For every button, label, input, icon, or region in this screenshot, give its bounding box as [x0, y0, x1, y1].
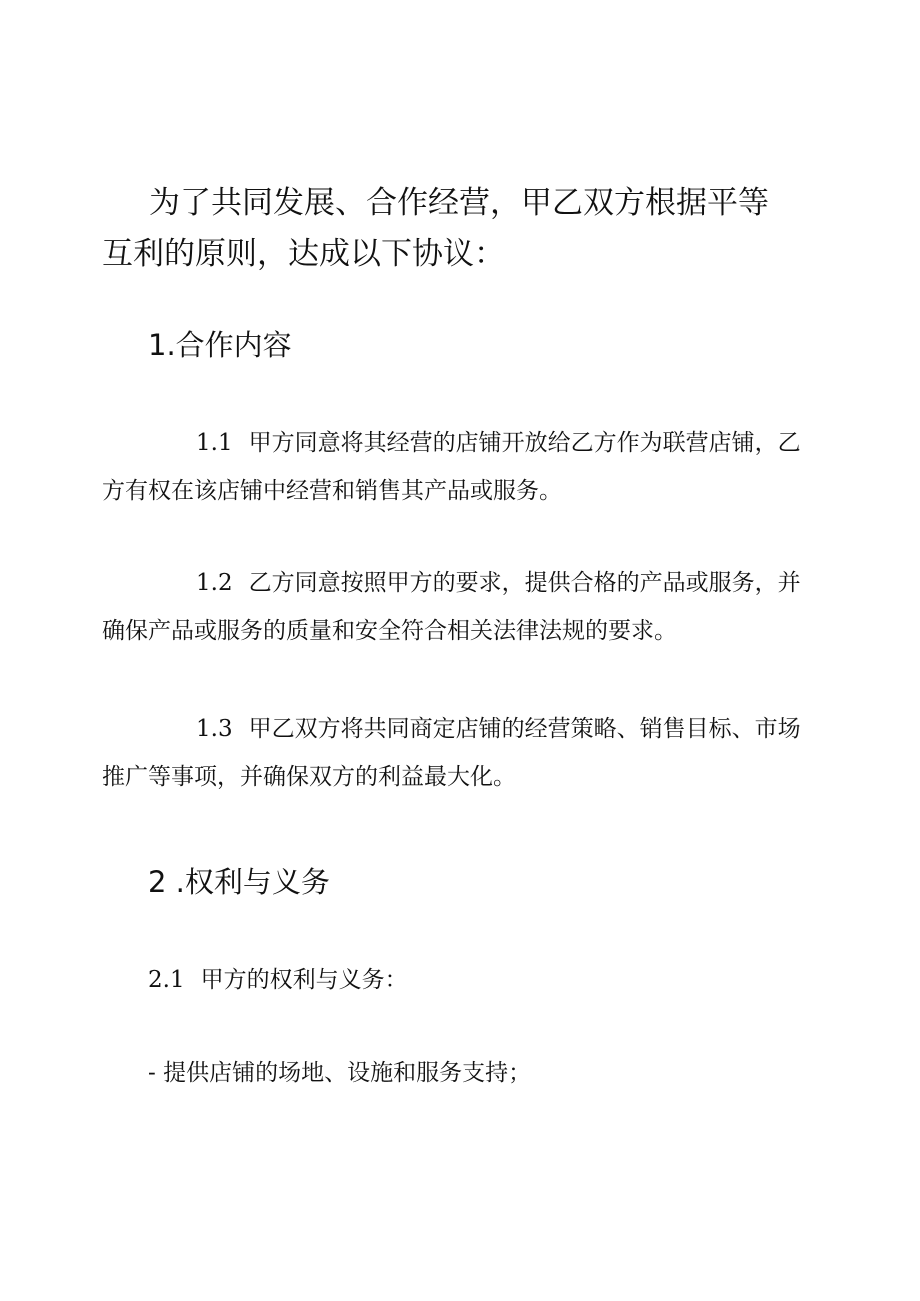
- clause-number: 1.1: [196, 430, 233, 456]
- clause-1-2: [102, 559, 802, 655]
- clause-text: 甲方同意将其经营的店铺开放给乙方作为联营店铺，乙方有权在该店铺中经营和销售其产品或服务。: [102, 430, 801, 504]
- section-heading-cooperation-content: 1.合作内容: [148, 328, 292, 362]
- bullet-item: - 提供店铺的场地、设施和服务支持；: [148, 1060, 532, 1086]
- clause-2-1: [148, 960, 408, 1000]
- intro-paragraph: 为了共同发展、合作经营，甲乙双方根据平等互利的原则，达成以下协议：: [102, 185, 769, 272]
- clause-number: 1.3: [196, 716, 233, 742]
- clause-number: 1.2: [196, 570, 233, 596]
- clause-1-1: [102, 419, 802, 515]
- clause-text: 甲方的权利与义务：: [200, 967, 408, 993]
- clause-text: 乙方同意按照甲方的要求，提供合格的产品或服务，并确保产品或服务的质量和安全符合相关法律法规的要求。: [102, 570, 801, 644]
- clause-number: 2.1: [148, 967, 185, 993]
- clause-text: 甲乙双方将共同商定店铺的经营策略、销售目标、市场推广等事项，并确保双方的利益最大化。: [102, 716, 801, 790]
- clause-1-3: [102, 705, 802, 801]
- section-heading-rights-obligations: 2 .权利与义务: [148, 865, 330, 899]
